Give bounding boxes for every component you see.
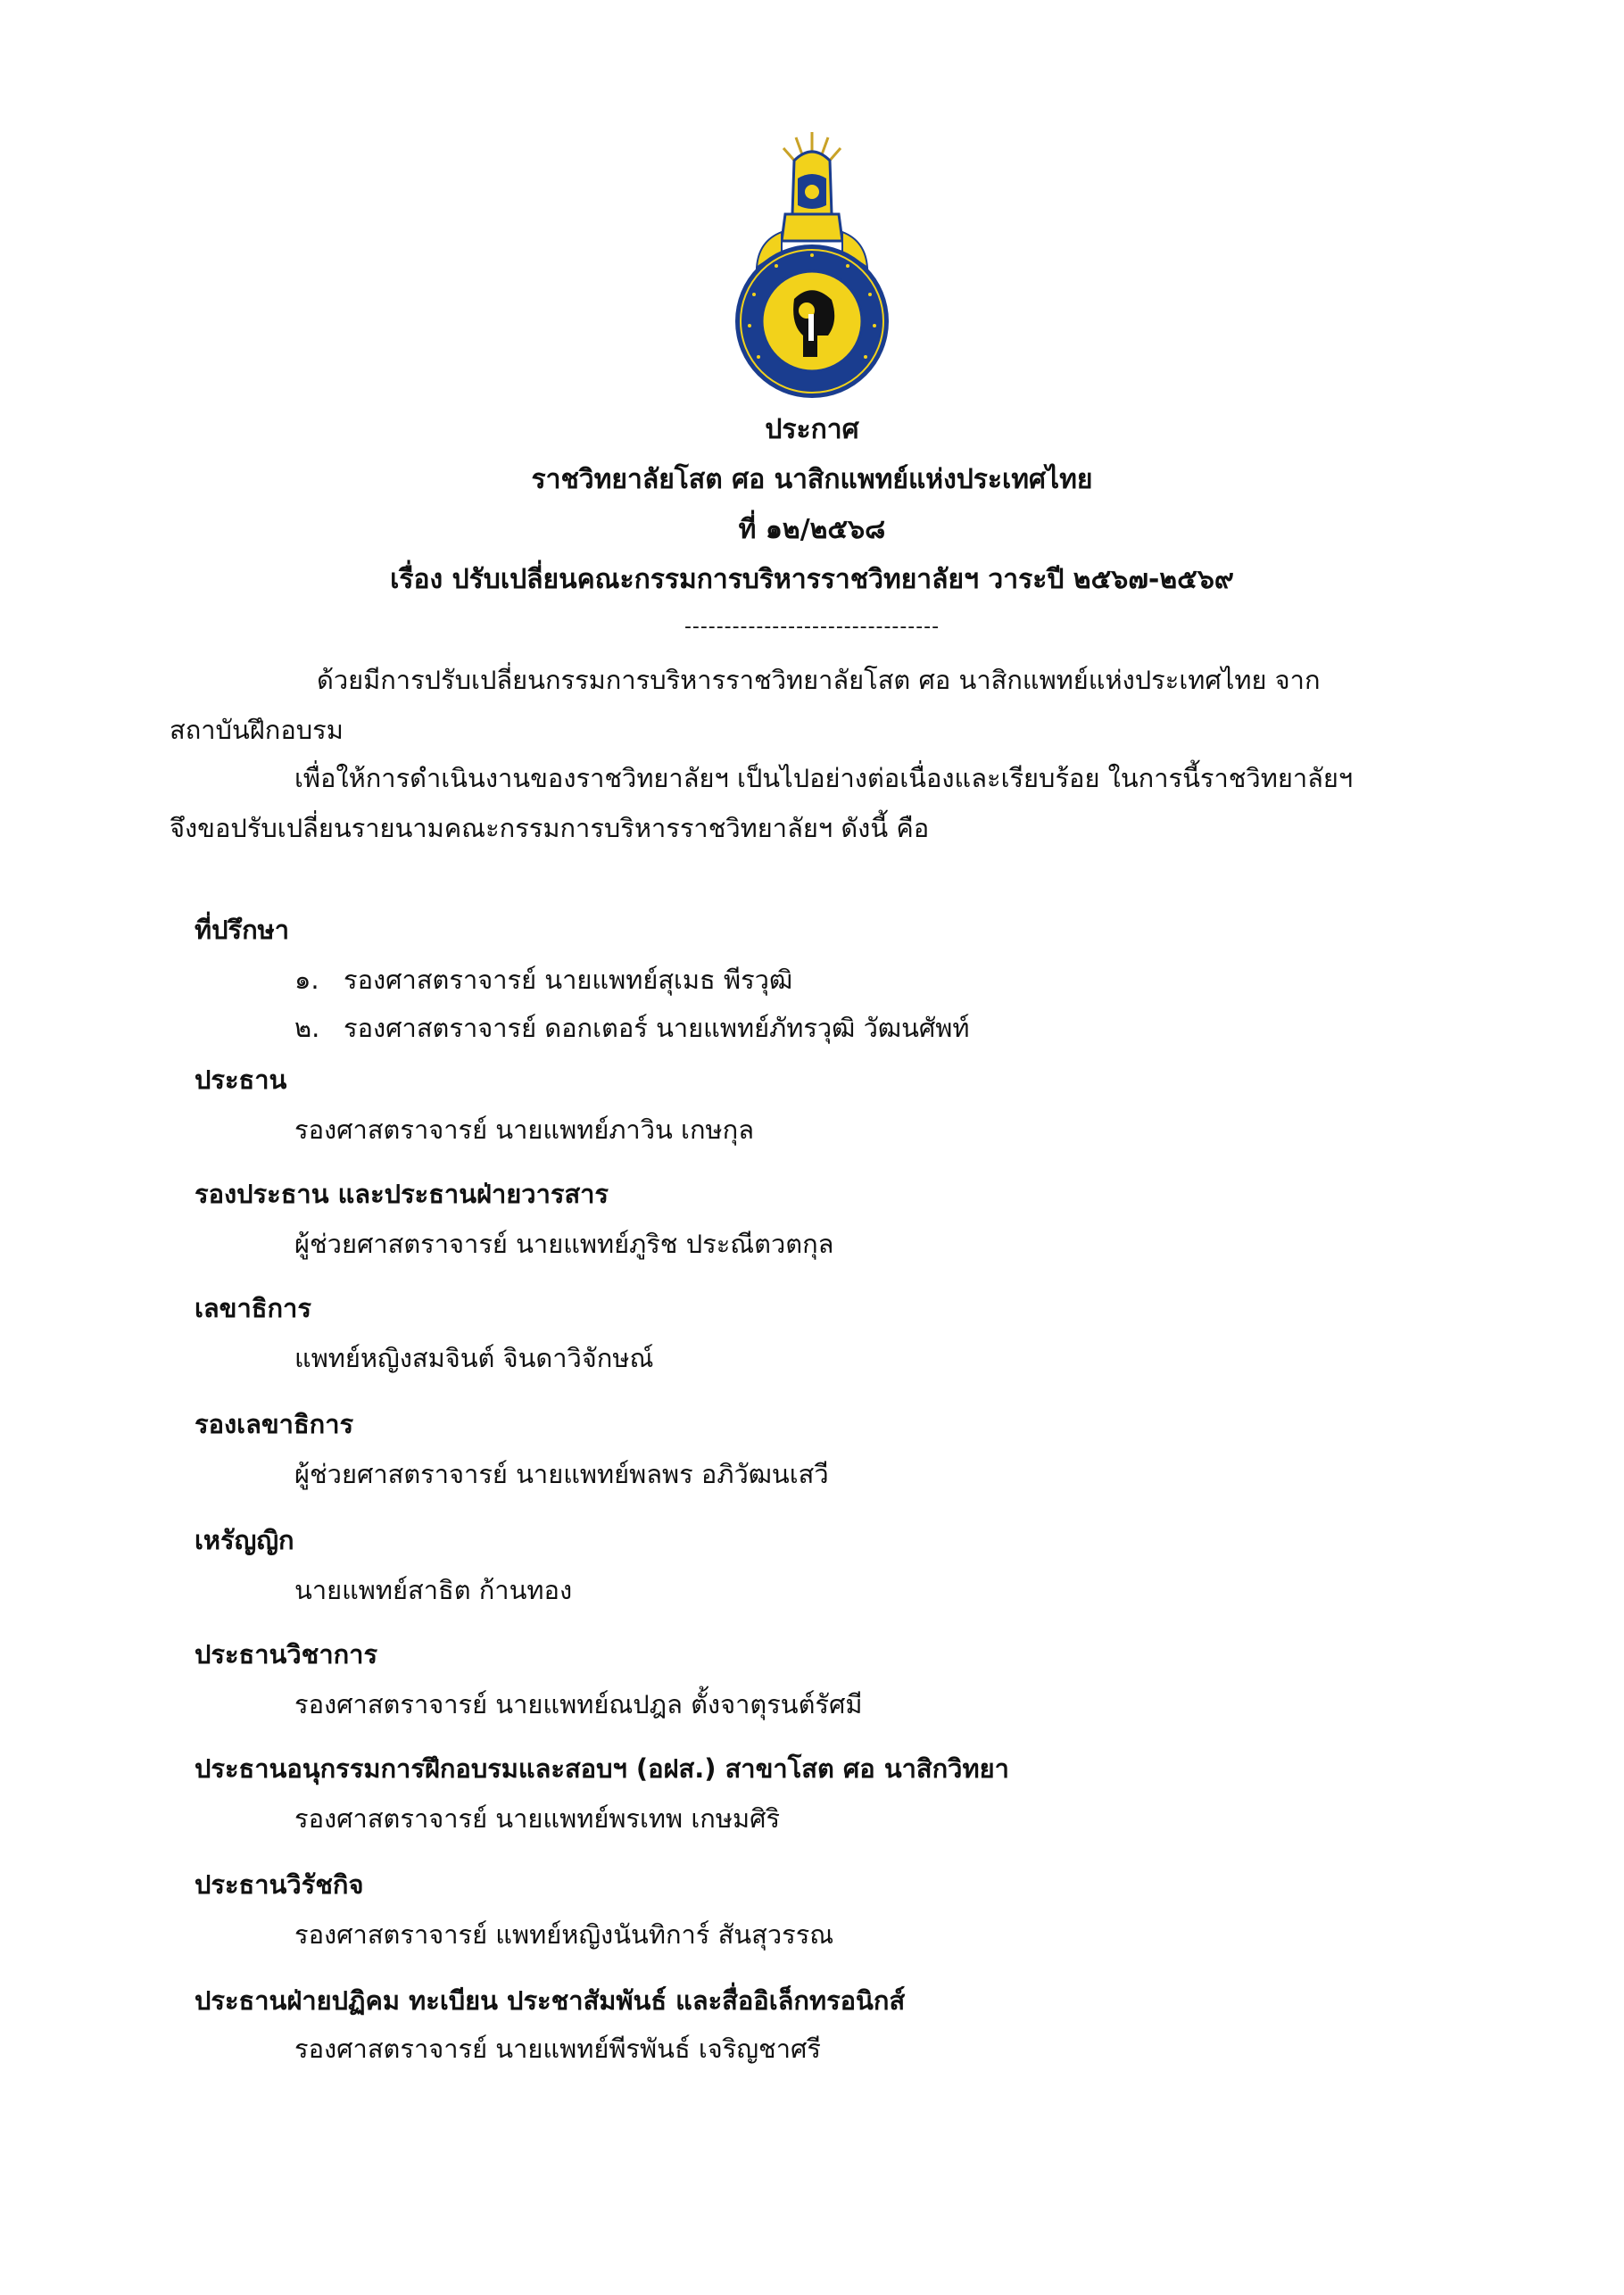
section-title-academic: ประธานวิชาการ <box>195 1639 378 1669</box>
institution-seal <box>732 125 892 410</box>
section-title-treasurer: เหรัญญิก <box>195 1525 294 1555</box>
section-title-registration: ประธานฝ่ายปฏิคม ทะเบียน ประชาสัมพันธ์ และสื่ออิเล็กทรอนิกส์ <box>195 1985 906 2016</box>
advisor-item <box>294 962 792 998</box>
paragraph-2-line-1: เพื่อให้การดำเนินงานของราชวิทยาลัยฯ เป็นไปอย่างต่อเนื่องและเรียบร้อย ในการนี้ราชวิทยาลัยฯ <box>294 763 1354 793</box>
list-number: ๑. <box>294 965 319 995</box>
paragraph-1-line-2: สถาบันฝึกอบรม <box>170 715 344 745</box>
training-name: รองศาสตราจารย์ นายแพทย์พรเทพ เกษมศิริ <box>294 1803 781 1834</box>
paragraph-2-line-2: จึงขอปรับเปลี่ยนรายนามคณะกรรมการบริหารราชวิทยาลัยฯ ดังนี้ คือ <box>170 813 930 843</box>
secretary-name: แพทย์หญิงสมจินต์ จินดาวิจักษณ์ <box>294 1343 654 1373</box>
paragraph-1-line-1: ด้วยมีการปรับเปลี่ยนกรรมการบริหารราชวิทยาลัยโสต ศอ นาสิกแพทย์แห่งประเทศไทย จาก <box>317 665 1321 695</box>
divider: -------------------------------- <box>684 616 940 638</box>
announcement-subject: เรื่อง ปรับเปลี่ยนคณะกรรมการบริหารราชวิทยาลัยฯ วาระปี ๒๕๖๗-๒๕๖๙ <box>390 564 1234 595</box>
section-title-training: ประธานอนุกรรมการฝึกอบรมและสอบฯ (อฝส.) สาขาโสต ศอ นาสิกวิทยา <box>195 1753 1009 1784</box>
advisor-name: รองศาสตราจารย์ ดอกเตอร์ นายแพทย์ภัทรวุฒิ วัฒนศัพท์ <box>344 1013 970 1043</box>
section-title-secretary: เลขาธิการ <box>195 1293 311 1323</box>
academic-name: รองศาสตราจารย์ นายแพทย์ณปฎล ตั้งจาตุรนต์รัศมี <box>294 1689 863 1719</box>
list-number: ๒. <box>294 1013 320 1043</box>
advisor-name: รองศาสตราจารย์ นายแพทย์สุเมธ พีรวุฒิ <box>344 965 793 995</box>
section-title-deputy-secretary: รองเลขาธิการ <box>195 1409 354 1439</box>
institution-name: ราชวิทยาลัยโสต ศอ นาสิกแพทย์แห่งประเทศไทย <box>531 464 1093 495</box>
treasurer-name: นายแพทย์สาธิต ก้านทอง <box>294 1575 573 1605</box>
section-title-vice-president: รองประธาน และประธานฝ่ายวารสาร <box>195 1179 609 1209</box>
research-name: รองศาสตราจารย์ แพทย์หญิงนันทิการ์ สันสุวรรณ <box>294 1919 834 1950</box>
announcement-number: ที่ ๑๒/๒๕๖๘ <box>738 514 886 545</box>
deputy-secretary-name: ผู้ช่วยศาสตราจารย์ นายแพทย์พลพร อภิวัฒนเสวี <box>294 1459 829 1489</box>
section-title-advisors: ที่ปรึกษา <box>195 915 290 945</box>
advisor-item <box>294 1010 970 1046</box>
vice-president-name: ผู้ช่วยศาสตราจารย์ นายแพทย์ภูริช ประณีตวตกุล <box>294 1229 834 1259</box>
announcement-label: ประกาศ <box>765 414 859 445</box>
seal-emblem-icon <box>732 125 892 410</box>
president-name: รองศาสตราจารย์ นายแพทย์ภาวิน เกษกุล <box>294 1114 754 1145</box>
section-title-president: ประธาน <box>195 1065 287 1095</box>
registration-name: รองศาสตราจารย์ นายแพทย์พีรพันธ์ เจริญชาศรี <box>294 2034 822 2064</box>
section-title-research: ประธานวิรัชกิจ <box>195 1869 364 1900</box>
